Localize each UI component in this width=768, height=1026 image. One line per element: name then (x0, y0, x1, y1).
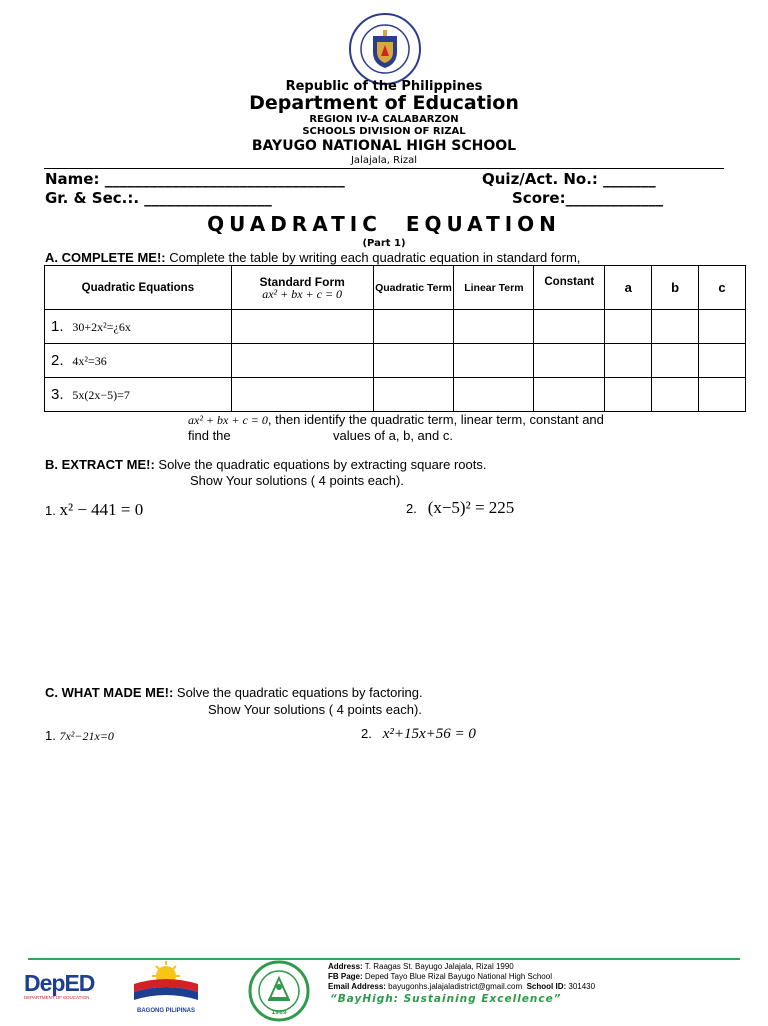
school-seal (248, 960, 310, 1022)
row-3-c[interactable] (699, 378, 746, 412)
quiz-number-field[interactable]: Quiz/Act. No.: _______ (482, 170, 656, 188)
score-field[interactable]: Score:_____________ (512, 189, 664, 207)
row-1-quadratic-term[interactable] (373, 310, 454, 344)
quadratic-table (44, 265, 746, 412)
bagong-pilipinas-text: BAGONG PILIPINAS (136, 1008, 195, 1014)
row-2-a[interactable] (605, 344, 652, 378)
row-2-quadratic-term[interactable] (373, 344, 454, 378)
section-b-problem-2: 2. (x−5)² = 225 (406, 498, 515, 517)
footer-fb-page: FB Page: Deped Tayo Blue Rizal Bayugo National High School (328, 972, 552, 981)
row-3-equation: 3. 5x(2x−5)=7 (45, 378, 232, 412)
row-1-a[interactable] (605, 310, 652, 344)
row-1-b[interactable] (652, 310, 699, 344)
section-b-label: B. EXTRACT ME!: (45, 457, 155, 472)
header-quadratic-equations: Quadratic Equations (45, 266, 232, 310)
department-title: Department of Education (249, 92, 519, 114)
header-constant: Constant (534, 266, 605, 310)
deped-logo-subtext: DEPARTMENT OF EDUCATION (24, 995, 90, 1000)
row-1-linear-term[interactable] (454, 310, 534, 344)
row-3-linear-term[interactable] (454, 378, 534, 412)
section-a-text: Complete the table by writing each quadratic equation in standard form, (165, 250, 581, 265)
header-c: c (699, 266, 746, 310)
header-standard-form: Standard Form ax² + bx + c = 0 (231, 266, 373, 310)
footer-address: Address: T. Raagas St. Bayugo Jalajala, Rizal 1990 (328, 962, 514, 971)
section-c-equation-1: 7x²−21x=0 (59, 729, 114, 743)
row-2-c[interactable] (699, 344, 746, 378)
section-a-label: A. COMPLETE ME!: (45, 250, 166, 265)
section-a-instruction (45, 250, 580, 265)
section-a-formula: ax² + bx + c = 0 (188, 413, 268, 427)
section-a-text-2: , then identify the quadratic term, linear term, constant and (267, 412, 604, 427)
row-1-standard-form[interactable] (231, 310, 373, 344)
school-name: BAYUGO NATIONAL HIGH SCHOOL (251, 138, 517, 154)
row-1-equation: 1. 30+2x²=¿6x (45, 310, 232, 344)
row-3-standard-form[interactable] (231, 378, 373, 412)
row-2-standard-form[interactable] (231, 344, 373, 378)
header-divider (44, 168, 724, 169)
row-1-constant[interactable] (534, 310, 605, 344)
row-3-a[interactable] (605, 378, 652, 412)
header-linear-term: Linear Term (454, 266, 534, 310)
row-2-equation: 2. 4x²=36 (45, 344, 232, 378)
section-b-text-2: Show Your solutions ( 4 points each). (190, 473, 404, 488)
table-row (45, 344, 746, 378)
section-c-problem-1: 1. 7x²−21x=0 (45, 728, 114, 743)
deped-logo-text: DepED (24, 970, 95, 996)
division-line: SCHOOLS DIVISION OF RIZAL (302, 126, 466, 137)
section-b-text: Solve the quadratic equations by extracting square roots. (154, 457, 487, 472)
section-c-text-2: Show Your solutions ( 4 points each). (208, 702, 422, 717)
name-field[interactable]: Name: ________________________________ (45, 170, 345, 188)
row-3-b[interactable] (652, 378, 699, 412)
republic-line: Republic of the Philippines (285, 79, 483, 94)
row-1-c[interactable] (699, 310, 746, 344)
table-row (45, 310, 746, 344)
table-row (45, 378, 746, 412)
section-a-instruction-cont (188, 412, 604, 428)
row-3-constant[interactable] (534, 378, 605, 412)
grade-section-field[interactable]: Gr. & Sec.:. _________________ (45, 189, 272, 207)
section-a-text-3b: values of a, b, and c. (333, 428, 453, 443)
bagong-pilipinas-icon (128, 960, 204, 1004)
worksheet-title: QUADRATIC EQUATION (207, 212, 561, 236)
row-2-b[interactable] (652, 344, 699, 378)
table-header-row (45, 266, 746, 310)
section-c-text: Solve the quadratic equations by factoring. (173, 685, 423, 700)
section-c-problem-2: 2. x²+15x+56 = 0 (361, 726, 476, 742)
row-2-constant[interactable] (534, 344, 605, 378)
footer-email: Email Address: bayugonhs.jalajaladistrict@gmail.com School ID: 301430 (328, 982, 596, 991)
header-quadratic-term: Quadratic Term (373, 266, 454, 310)
header-standard-formula: ax² + bx + c = 0 (262, 286, 343, 301)
region-line: REGION IV-A CALABARZON (309, 114, 459, 125)
school-seal-year: 1969 (271, 1010, 287, 1016)
bagong-pilipinas-logo (128, 960, 204, 1014)
school-location: Jalajala, Rizal (350, 155, 418, 166)
header-a: a (605, 266, 652, 310)
deped-seal (348, 12, 422, 86)
section-a-text-3a: find the (188, 428, 231, 443)
footer-slogan: “BayHigh: Sustaining Excellence” (330, 993, 562, 1005)
part-label: (Part 1) (362, 238, 406, 249)
section-b-problem-1: 1. x² − 441 = 0 (45, 500, 144, 519)
row-3-quadratic-term[interactable] (373, 378, 454, 412)
section-c-equation-2: x²+15x+56 = 0 (382, 726, 476, 742)
deped-logo (24, 970, 112, 1010)
header-b: b (652, 266, 699, 310)
section-b-equation-2: (x−5)² = 225 (427, 498, 515, 517)
row-2-linear-term[interactable] (454, 344, 534, 378)
section-b-instruction (45, 457, 486, 472)
section-c-instruction (45, 685, 423, 700)
section-b-equation-1: x² − 441 = 0 (59, 500, 144, 519)
section-c-label: C. WHAT MADE ME!: (45, 685, 174, 700)
